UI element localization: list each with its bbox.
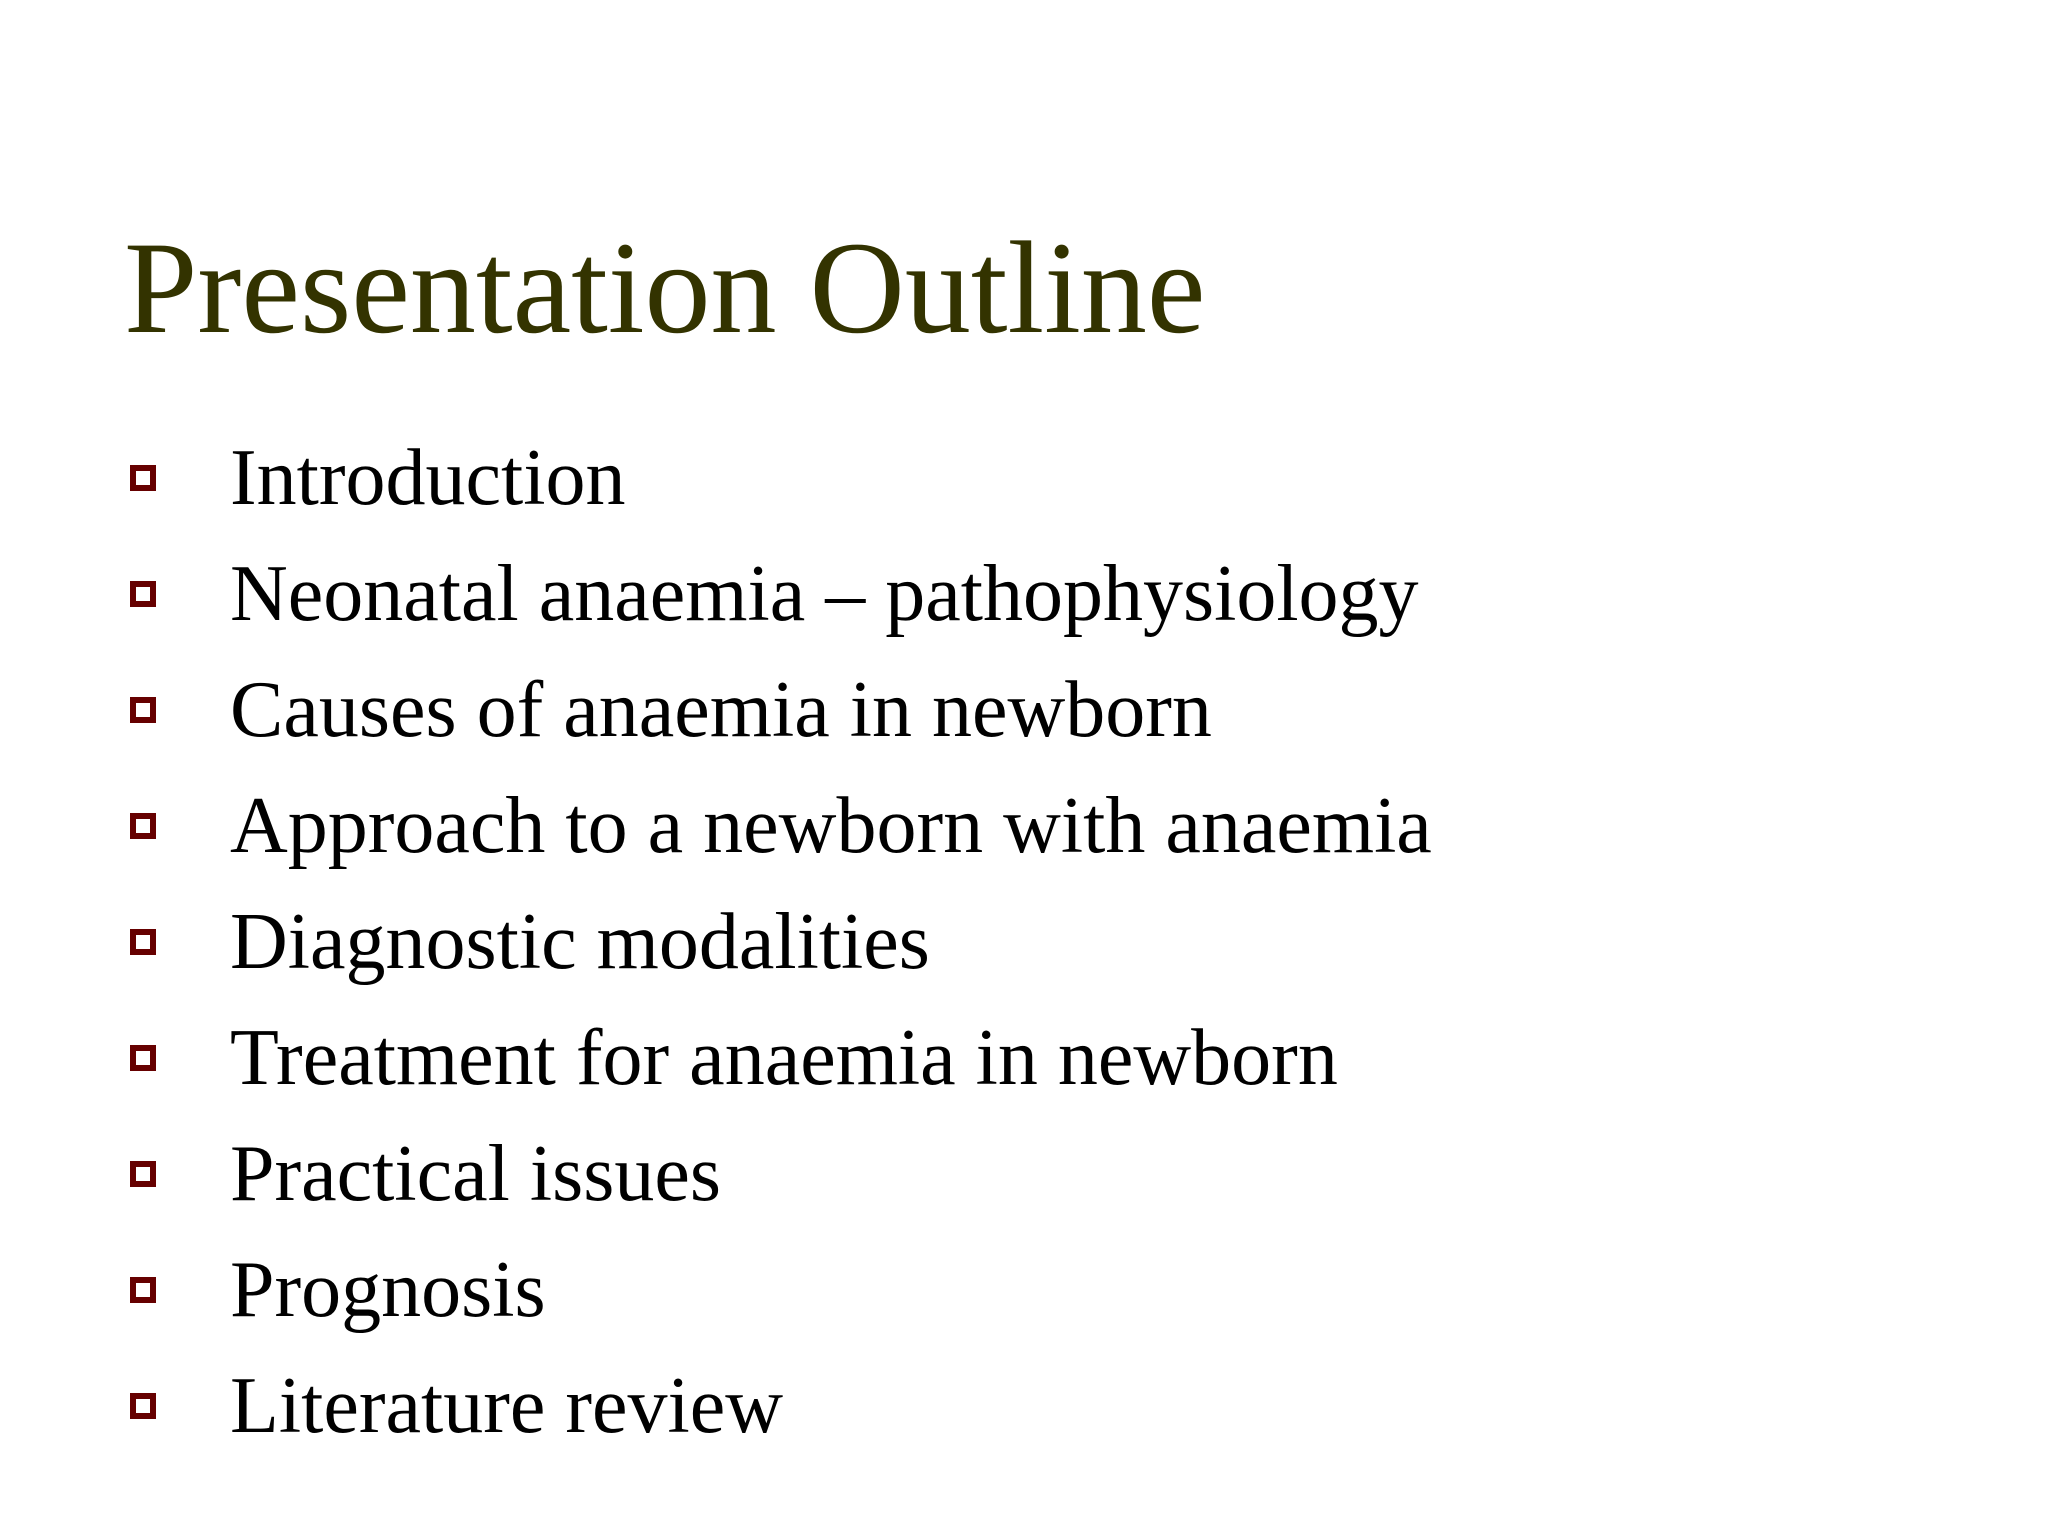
list-item	[124, 768, 1432, 884]
list-item	[124, 1000, 1432, 1116]
outline-list	[124, 420, 1432, 1464]
list-item	[124, 1348, 1432, 1464]
list-item-label: Approach to a newborn with anaemia	[230, 782, 1432, 870]
list-item-label: Causes of anaemia in newborn	[230, 666, 1212, 754]
list-item-label: Introduction	[230, 434, 626, 522]
hollow-square-icon	[130, 1045, 156, 1071]
list-item	[124, 1232, 1432, 1348]
list-item-label: Treatment for anaemia in newborn	[230, 1014, 1338, 1102]
hollow-square-icon	[130, 1277, 156, 1303]
hollow-square-icon	[130, 813, 156, 839]
slide-title: Presentation Outline	[124, 214, 1206, 361]
hollow-square-icon	[130, 929, 156, 955]
list-item	[124, 1116, 1432, 1232]
hollow-square-icon	[130, 581, 156, 607]
hollow-square-icon	[130, 1161, 156, 1187]
list-item-label: Prognosis	[230, 1246, 546, 1334]
list-item	[124, 652, 1432, 768]
list-item-label: Diagnostic modalities	[230, 898, 930, 986]
list-item-label: Practical issues	[230, 1130, 721, 1218]
list-item-label: Literature review	[230, 1362, 784, 1450]
list-item	[124, 884, 1432, 1000]
hollow-square-icon	[130, 465, 156, 491]
list-item	[124, 536, 1432, 652]
hollow-square-icon	[130, 1393, 156, 1419]
list-item	[124, 420, 1432, 536]
hollow-square-icon	[130, 697, 156, 723]
list-item-label: Neonatal anaemia – pathophysiology	[230, 550, 1419, 638]
